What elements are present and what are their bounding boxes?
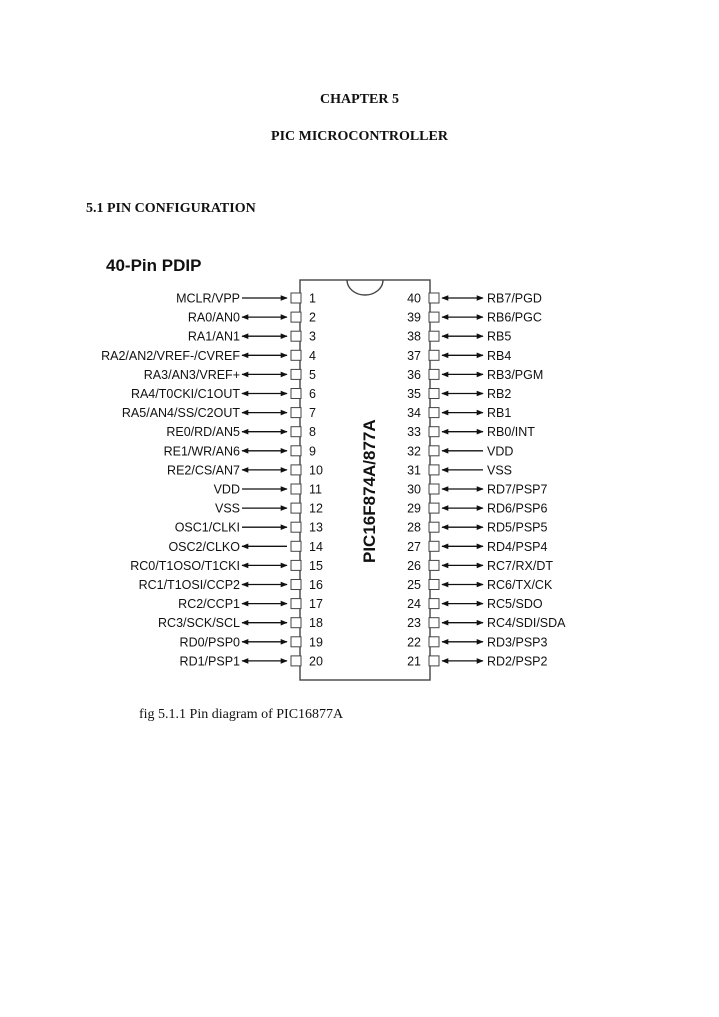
pin-pad — [429, 637, 439, 647]
pin-number: 13 — [309, 520, 323, 535]
pin-10 — [167, 463, 323, 477]
pin-number: 38 — [407, 329, 421, 344]
pin-pad — [429, 484, 439, 494]
pin-33 — [407, 425, 535, 439]
pin-37 — [407, 349, 511, 363]
pin-pad — [429, 560, 439, 570]
pin-name: RA1/AN1 — [187, 329, 240, 344]
pin-pad — [429, 541, 439, 551]
pin-28 — [407, 521, 547, 535]
pin-number: 14 — [309, 539, 323, 554]
pin-1 — [176, 292, 316, 306]
pin-pad — [291, 637, 301, 647]
pin-pad — [429, 599, 439, 609]
pin-name: RE2/CS/AN7 — [167, 463, 240, 478]
pin-name: RC2/CCP1 — [178, 597, 240, 612]
pin-name: OSC2/CLKO — [168, 539, 240, 554]
pin-4 — [101, 349, 316, 363]
pin-39 — [407, 311, 542, 325]
pin-name: OSC1/CLKI — [174, 520, 240, 535]
pin-pad — [291, 465, 301, 475]
pin-2 — [188, 311, 316, 325]
pin-number: 36 — [407, 367, 421, 382]
pin-name: RA3/AN3/VREF+ — [143, 367, 240, 382]
pin-name: RA0/AN0 — [187, 310, 240, 325]
pin-pad — [291, 389, 301, 399]
pin-pad — [291, 312, 301, 322]
pin-pad — [429, 427, 439, 437]
pin-name: VSS — [214, 501, 240, 516]
pin-number: 16 — [309, 578, 323, 592]
chip-notch — [347, 280, 383, 295]
pin-number: 33 — [407, 425, 421, 440]
pin-name: RC4/SDI/SDA — [487, 616, 566, 631]
pin-pad — [429, 293, 439, 303]
pin-name: MCLR/VPP — [176, 291, 240, 306]
pin-name: VSS — [487, 463, 513, 478]
pin-pad — [429, 465, 439, 475]
pin-name: RD0/PSP0 — [179, 635, 240, 650]
pin-number: 9 — [309, 444, 316, 459]
pin-name: RA2/AN2/VREF-/CVREF — [101, 348, 240, 363]
pin-number: 37 — [407, 348, 421, 363]
pin-21 — [407, 654, 547, 668]
pin-pad — [291, 541, 301, 551]
pin-diagram-figure — [90, 245, 610, 695]
pin-20 — [180, 654, 323, 668]
pin-name: RB6/PGC — [487, 310, 542, 325]
pin-23 — [407, 616, 566, 630]
pin-26 — [407, 559, 553, 573]
pin-22 — [407, 635, 547, 649]
pin-number: 18 — [309, 616, 323, 631]
pin-pad — [429, 580, 439, 590]
pin-27 — [407, 540, 547, 554]
pin-number: 39 — [407, 310, 421, 325]
pin-name: RC5/SDO — [487, 597, 543, 612]
pin-6 — [131, 387, 316, 401]
pin-name: VDD — [213, 482, 240, 497]
pin-pad — [429, 331, 439, 341]
pin-number: 10 — [309, 463, 323, 478]
pin-35 — [407, 387, 511, 401]
pin-number: 15 — [309, 558, 323, 573]
package-label: 40-Pin PDIP — [106, 256, 202, 275]
pin-number: 12 — [309, 501, 323, 516]
pin-name: RC6/TX/CK — [487, 578, 553, 592]
pin-40 — [407, 292, 542, 306]
pin-pad — [291, 618, 301, 628]
pin-3 — [188, 330, 316, 344]
pin-number: 21 — [407, 654, 421, 669]
pin-19 — [180, 635, 323, 649]
pin-13 — [175, 521, 323, 535]
pin-number: 17 — [309, 597, 323, 612]
pin-name: RD1/PSP1 — [179, 654, 240, 669]
pin-number: 19 — [309, 635, 323, 650]
pin-number: 3 — [309, 329, 316, 344]
pin-name: RD4/PSP4 — [487, 539, 548, 554]
pin-number: 6 — [309, 387, 316, 401]
pin-number: 40 — [407, 291, 421, 306]
pin-number: 20 — [309, 654, 323, 669]
pin-5 — [144, 368, 316, 382]
chip-name: PIC16F874A/877A — [360, 419, 379, 563]
pin-diagram — [90, 245, 610, 695]
section-heading: 5.1 PIN CONFIGURATION — [86, 201, 256, 216]
pin-name: RB4 — [487, 348, 512, 363]
pin-name: RA4/T0CKI/C1OUT — [130, 387, 240, 401]
pin-number: 24 — [407, 597, 421, 612]
pin-25 — [407, 578, 553, 592]
pin-number: 11 — [309, 482, 322, 497]
pin-15 — [130, 559, 323, 573]
pin-name: RC1/T1OSI/CCP2 — [138, 578, 240, 592]
pin-number: 32 — [407, 444, 421, 459]
pin-name: RC3/SCK/SCL — [158, 616, 240, 631]
pin-pad — [291, 350, 301, 360]
pin-pad — [291, 446, 301, 456]
pin-number: 8 — [309, 425, 316, 440]
pin-11 — [214, 483, 322, 497]
pin-number: 23 — [407, 616, 421, 631]
pin-12 — [215, 502, 323, 516]
pin-38 — [407, 330, 511, 344]
pin-pad — [429, 522, 439, 532]
pin-number: 2 — [309, 310, 316, 325]
pin-29 — [407, 502, 547, 516]
pin-name: RD3/PSP3 — [487, 635, 548, 650]
pin-pad — [291, 656, 301, 666]
pin-18 — [158, 616, 323, 630]
pin-32 — [407, 444, 513, 458]
pin-pad — [429, 446, 439, 456]
pin-number: 26 — [407, 558, 421, 573]
pin-name: RB3/PGM — [487, 367, 544, 382]
pin-24 — [407, 597, 543, 611]
pin-name: RB2 — [487, 387, 512, 401]
pin-name: RE0/RD/AN5 — [166, 425, 240, 440]
pin-pad — [429, 618, 439, 628]
pin-number: 28 — [407, 520, 421, 535]
pin-8 — [166, 425, 316, 439]
pin-name: RD6/PSP6 — [487, 501, 548, 516]
pin-name: RC0/T1OSO/T1CKI — [130, 558, 240, 573]
pin-pad — [429, 350, 439, 360]
pin-pad — [291, 427, 301, 437]
pin-34 — [407, 406, 511, 420]
pin-name: RD7/PSP7 — [487, 482, 548, 497]
pin-number: 25 — [407, 578, 421, 592]
pin-pad — [291, 331, 301, 341]
pin-36 — [407, 368, 543, 382]
pin-name: RB0/INT — [487, 425, 535, 440]
pin-name: RE1/WR/AN6 — [163, 444, 240, 459]
pin-name: RC7/RX/DT — [487, 558, 553, 573]
pin-9 — [164, 444, 316, 458]
pin-name: RD5/PSP5 — [487, 520, 548, 535]
pin-pad — [291, 408, 301, 418]
pin-name: RB1 — [487, 406, 512, 421]
pin-number: 27 — [407, 539, 421, 554]
pin-30 — [407, 483, 547, 497]
pin-number: 22 — [407, 635, 421, 650]
pin-pad — [429, 503, 439, 513]
pin-number: 4 — [309, 348, 316, 363]
pin-number: 30 — [407, 482, 421, 497]
pin-number: 7 — [309, 406, 316, 421]
pin-name: VDD — [487, 444, 514, 459]
pin-7 — [122, 406, 316, 420]
pin-pad — [291, 560, 301, 570]
pin-14 — [168, 540, 323, 554]
chapter-title: PIC MICROCONTROLLER — [271, 129, 448, 144]
pin-pad — [291, 369, 301, 379]
pin-number: 5 — [309, 367, 316, 382]
pin-name: RB7/PGD — [487, 291, 542, 306]
pin-number: 1 — [309, 291, 316, 306]
pin-number: 34 — [407, 406, 421, 421]
pin-pad — [429, 408, 439, 418]
pin-pad — [291, 599, 301, 609]
pin-pad — [291, 503, 301, 513]
pin-pad — [429, 312, 439, 322]
pin-name: RA5/AN4/SS/C2OUT — [121, 406, 240, 421]
pin-pad — [429, 656, 439, 666]
pin-31 — [407, 463, 512, 477]
pin-pad — [291, 484, 301, 494]
pin-16 — [139, 578, 323, 592]
pin-pad — [291, 522, 301, 532]
pin-number: 31 — [407, 463, 421, 478]
pin-pad — [291, 293, 301, 303]
figure-caption: fig 5.1.1 Pin diagram of PIC16877A — [139, 707, 344, 722]
pin-name: RB5 — [487, 329, 512, 344]
pin-number: 35 — [407, 387, 421, 401]
pin-pad — [429, 389, 439, 399]
pin-pad — [429, 369, 439, 379]
chapter-heading: CHAPTER 5 — [320, 92, 399, 107]
pin-pad — [291, 580, 301, 590]
pin-name: RD2/PSP2 — [487, 654, 548, 669]
pin-number: 29 — [407, 501, 421, 516]
pin-17 — [178, 597, 323, 611]
